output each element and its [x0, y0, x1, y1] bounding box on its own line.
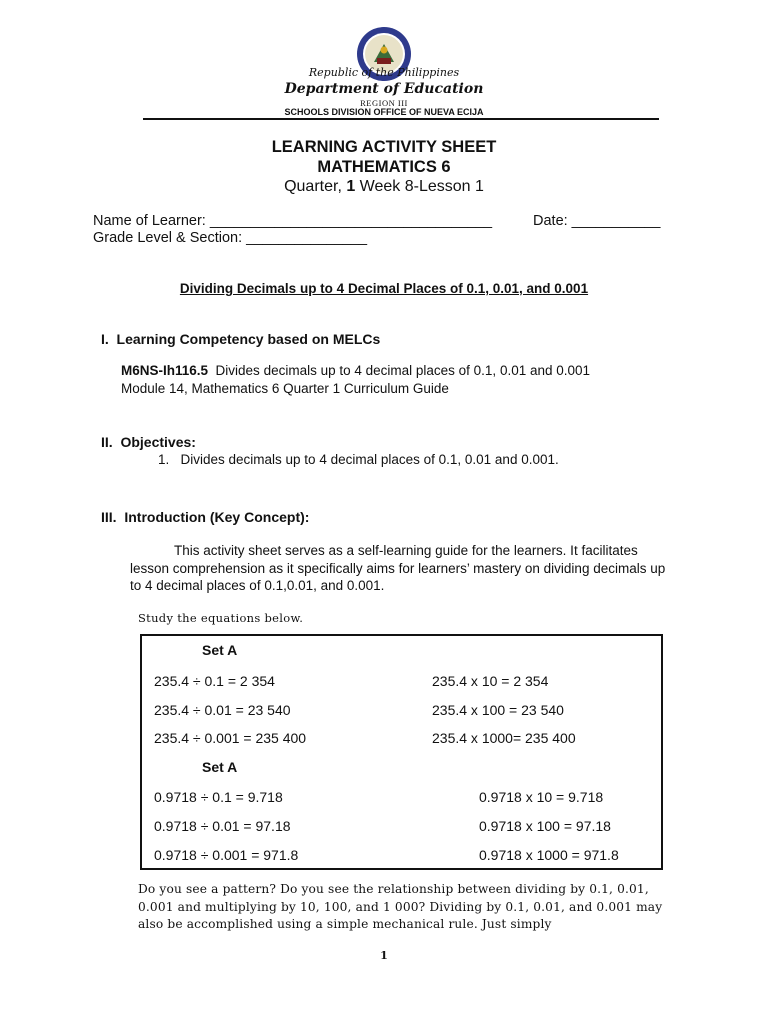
header-divider: [143, 118, 659, 120]
objective-item: 1. Divides decimals up to 4 decimal places of 0.1, 0.01 and 0.001.: [158, 452, 559, 467]
equation-item: 0.9718 ÷ 0.01 = 97.18: [154, 818, 291, 834]
page-number: 1: [380, 949, 388, 962]
curriculum-guide-line: Module 14, Mathematics 6 Quarter 1 Curriculum Guide: [121, 381, 449, 396]
equation-item: 235.4 x 100 = 23 540: [432, 702, 564, 718]
equation-item: 0.9718 x 1000 = 971.8: [479, 847, 619, 863]
equation-item: 235.4 x 10 = 2 354: [432, 673, 549, 689]
set-label: Set A: [202, 642, 238, 658]
equation-item: 235.4 ÷ 0.01 = 23 540: [154, 702, 291, 718]
study-instruction: Study the equations below.: [138, 611, 304, 625]
section-competency-heading: I. Learning Competency based on MELCs: [101, 331, 381, 347]
equation-item: 0.9718 x 100 = 97.18: [479, 818, 611, 834]
republic-text: Republic of the Philippines: [308, 66, 460, 79]
subject-title: MATHEMATICS 6: [317, 158, 451, 176]
equation-item: 235.4 ÷ 0.001 = 235 400: [154, 730, 307, 746]
date-field: Date: ___________: [533, 213, 661, 229]
equations-box: [140, 634, 663, 870]
equation-item: 0.9718 ÷ 0.001 = 971.8: [154, 847, 299, 863]
quarter-prefix: Quarter,: [284, 178, 347, 195]
region-text: REGION III: [360, 98, 408, 108]
equation-item: 0.9718 ÷ 0.1 = 9.718: [154, 789, 283, 805]
competency-line: [121, 363, 590, 378]
equation-item: 0.9718 x 10 = 9.718: [479, 789, 604, 805]
competency-text: Divides decimals up to 4 decimal places of 0.1, 0.01 and 0.001: [208, 363, 591, 378]
introduction-paragraph: [130, 542, 678, 595]
lesson-topic: Dividing Decimals up to 4 Decimal Places of 0.1, 0.01, and 0.001: [179, 281, 589, 296]
quarter-suffix: Week 8-Lesson 1: [355, 178, 484, 195]
equation-item: 235.4 x 1000= 235 400: [432, 730, 576, 746]
quarter-number: 1: [346, 178, 356, 195]
grade-section-field: Grade Level & Section: _______________: [93, 230, 368, 246]
section-objectives-heading: II. Objectives:: [101, 434, 196, 450]
equation-item: 235.4 ÷ 0.1 = 2 354: [154, 673, 275, 689]
introduction-text: This activity sheet serves as a self-learning guide for the learners. It facilitates lesson comprehension as it specifically aims for learners’ mastery on dividing decimals up to 4 decimal places of 0.1,0.01, and 0.001.: [130, 543, 666, 593]
closing-paragraph: Do you see a pattern? Do you see the relationship between dividing by 0.1, 0.01, 0.001 and multiplying by 10, 100, and 1 000? Dividing by 0.1, 0.01, and 0.001 may also be accomplished using a simple mechanical rule. Just simply: [138, 882, 663, 931]
quarter-line: [0, 178, 768, 196]
competency-code: M6NS-Ih116.5: [121, 363, 209, 378]
sheet-title: LEARNING ACTIVITY SHEET: [271, 138, 497, 156]
set-label: Set A: [202, 759, 238, 775]
section-introduction-heading: III. Introduction (Key Concept):: [101, 509, 310, 525]
division-text: SCHOOLS DIVISION OFFICE OF NUEVA ECIJA: [284, 107, 484, 117]
learner-name-field: Name of Learner: ___________________________________: [93, 213, 493, 229]
department-text: Department of Education: [284, 81, 484, 97]
